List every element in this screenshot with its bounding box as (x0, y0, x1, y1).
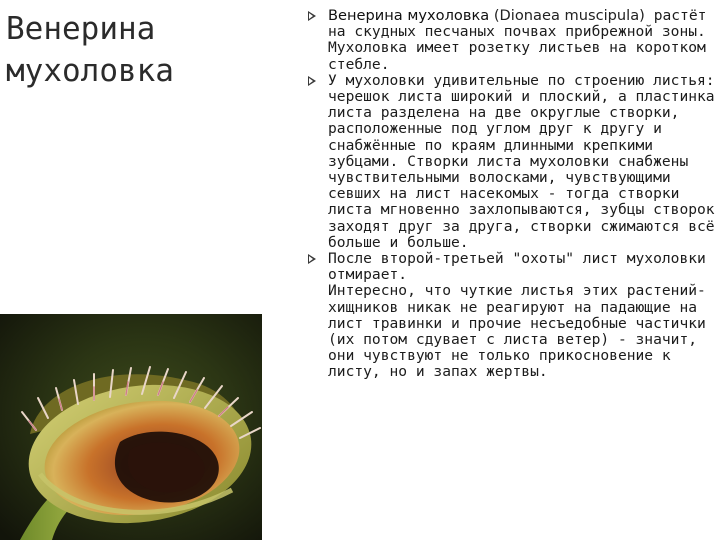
slide-content (308, 8, 716, 381)
bullet-text: У мухоловки удивительные по строению листья: черешок листа широкий и плоский, а пластинка листа разделена на две округлые створки, расположенные под углом друг к другу и снабжённые по краям длинными крепкими зубцами. Створки листа мухоловки снабжены чувствительными волосками, чувствующими севших на лист насекомых - тогда створки листа мгновенно захлопываются, зубцы створок заходят друг за друга, створки сжимаются всё больше и больше. (328, 71, 715, 251)
bullet-item-3 (308, 251, 716, 283)
bullet-text: растёт на скудных песчаных почвах прибрежной зоны. Мухоловка имеет розетку листьев на коротком стебле. (328, 7, 707, 73)
extra-paragraph: Интересно, что чуткие листья этих растений-хищников никак не реагируют на падающие на лист травинки и прочие несъедобные частички (их потом сдувает с листа ветер) - значит, они чувствуют не только прикосновение к листу, но и запах жертвы. (328, 282, 706, 381)
bullet-item-2 (308, 73, 716, 251)
title-line-2: мухоловка (6, 53, 174, 89)
slide-title (6, 8, 226, 92)
bullet-arrow-icon (308, 254, 316, 264)
bullet-arrow-icon (308, 11, 316, 21)
bullet-item-1 (308, 8, 716, 73)
venus-flytrap-image (0, 314, 262, 540)
venus-flytrap-photo (0, 314, 262, 540)
bullet-latin-name: (Dionaea muscipula) (489, 7, 645, 24)
title-line-1: Венерина (6, 11, 156, 47)
bullet-arrow-icon (308, 76, 316, 86)
bullet-term: Венерина мухоловка (328, 7, 490, 24)
bullet-text: После второй-третьей "охоты" лист мухоловки отмирает. (328, 250, 706, 284)
